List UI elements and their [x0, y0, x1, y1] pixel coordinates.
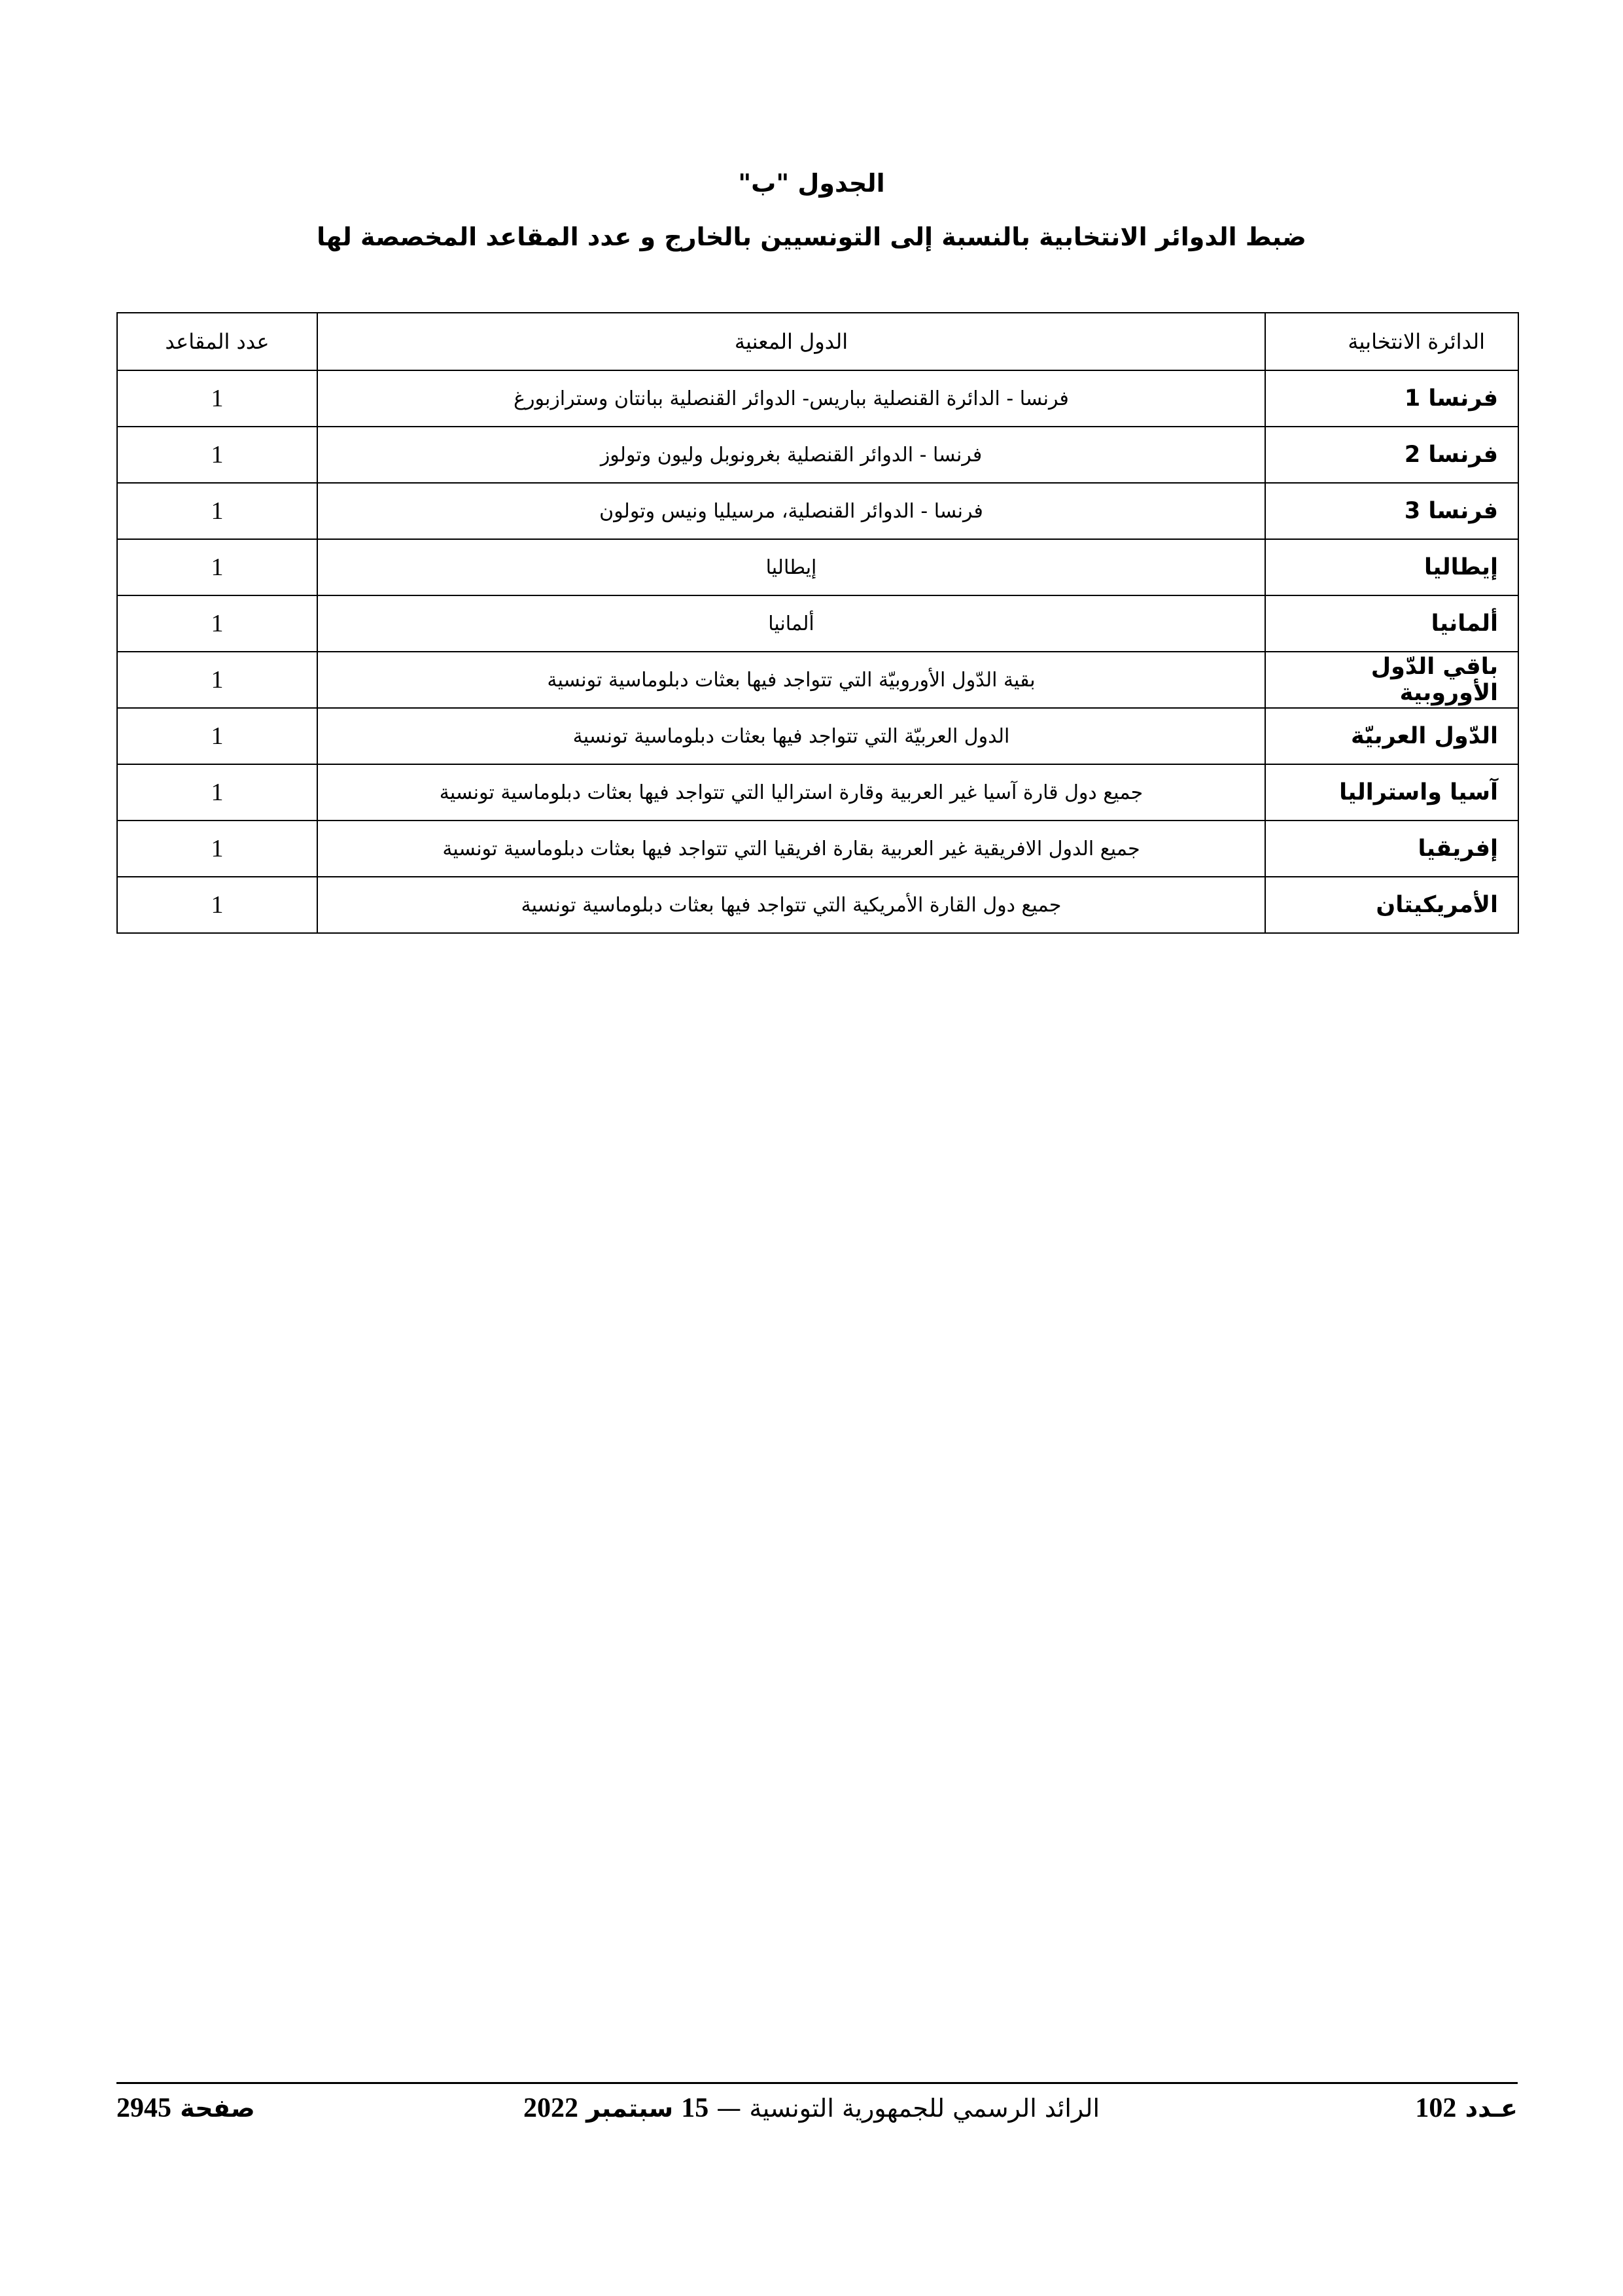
journal-name: الرائد الرسمي للجمهورية التونسية —	[716, 2094, 1100, 2123]
seat-count: 1	[117, 370, 317, 427]
table-row	[117, 821, 1518, 877]
countries-list: فرنسا - الدائرة القنصلية بباريس- الدوائر القنصلية ببانتان وسترازبورغ	[317, 370, 1265, 427]
countries-list: جميع الدول الافريقية غير العربية بقارة افريقيا التي تتواجد فيها بعثات دبلوماسية تونسية	[317, 821, 1265, 877]
seat-count: 1	[117, 764, 317, 821]
header-countries: الدول المعنية	[317, 313, 1265, 370]
district-name: إفريقيا	[1265, 821, 1518, 877]
seat-count: 1	[117, 652, 317, 708]
district-name: إيطاليا	[1265, 539, 1518, 595]
countries-list: إيطاليا	[317, 539, 1265, 595]
table-row	[117, 877, 1518, 933]
countries-list: الدول العربيّة التي تتواجد فيها بعثات دبلوماسية تونسية	[317, 708, 1265, 764]
date-day: 15	[681, 2093, 709, 2123]
countries-list: بقية الدّول الأوروبيّة التي تتواجد فيها بعثات دبلوماسية تونسية	[317, 652, 1265, 708]
table-title: الجدول "ب"	[738, 169, 885, 198]
districts-table	[116, 312, 1519, 934]
table-row	[117, 370, 1518, 427]
district-name: آسيا واستراليا	[1265, 764, 1518, 821]
countries-list: فرنسا - الدوائر القنصلية، مرسيليا ونيس وتولون	[317, 483, 1265, 539]
seat-count: 1	[117, 877, 317, 933]
district-name: الأمريكيتان	[1265, 877, 1518, 933]
district-name: فرنسا 1	[1265, 370, 1518, 427]
table-row	[117, 708, 1518, 764]
countries-list: فرنسا - الدوائر القنصلية بغرونوبل وليون وتولوز	[317, 427, 1265, 483]
district-name: فرنسا 2	[1265, 427, 1518, 483]
date-month: سبتمبر	[586, 2094, 674, 2123]
seat-count: 1	[117, 708, 317, 764]
issue-label: عـدد	[1465, 2094, 1518, 2123]
footer-page	[116, 2093, 255, 2124]
countries-list: ألمانيا	[317, 595, 1265, 652]
footer-divider	[116, 2082, 1518, 2084]
seat-count: 1	[117, 595, 317, 652]
table-row	[117, 595, 1518, 652]
table-row	[117, 764, 1518, 821]
table-subtitle: ضبط الدوائر الانتخابية بالنسبة إلى التونسيين بالخارج و عدد المقاعد المخصصة لها	[317, 222, 1306, 251]
district-name: ألمانيا	[1265, 595, 1518, 652]
page-label: صفحة	[180, 2094, 255, 2123]
district-name: الدّول العربيّة	[1265, 708, 1518, 764]
page-number: 2945	[116, 2093, 171, 2123]
header-seats: عدد المقاعد	[117, 313, 317, 370]
table-header-row	[117, 313, 1518, 370]
district-name: باقي الدّول الأوروبية	[1265, 652, 1518, 708]
table-row	[117, 427, 1518, 483]
table-row	[117, 483, 1518, 539]
date-year: 2022	[523, 2093, 578, 2123]
header-district: الدائرة الانتخابية	[1265, 313, 1518, 370]
countries-list: جميع دول القارة الأمريكية التي تتواجد فيها بعثات دبلوماسية تونسية	[317, 877, 1265, 933]
issue-number: 102	[1415, 2093, 1457, 2123]
table-row	[117, 539, 1518, 595]
district-name: فرنسا 3	[1265, 483, 1518, 539]
countries-list: جميع دول قارة آسيا غير العربية وقارة استراليا التي تتواجد فيها بعثات دبلوماسية تونسية	[317, 764, 1265, 821]
seat-count: 1	[117, 821, 317, 877]
seat-count: 1	[117, 539, 317, 595]
seat-count: 1	[117, 427, 317, 483]
seat-count: 1	[117, 483, 317, 539]
table-row	[117, 652, 1518, 708]
